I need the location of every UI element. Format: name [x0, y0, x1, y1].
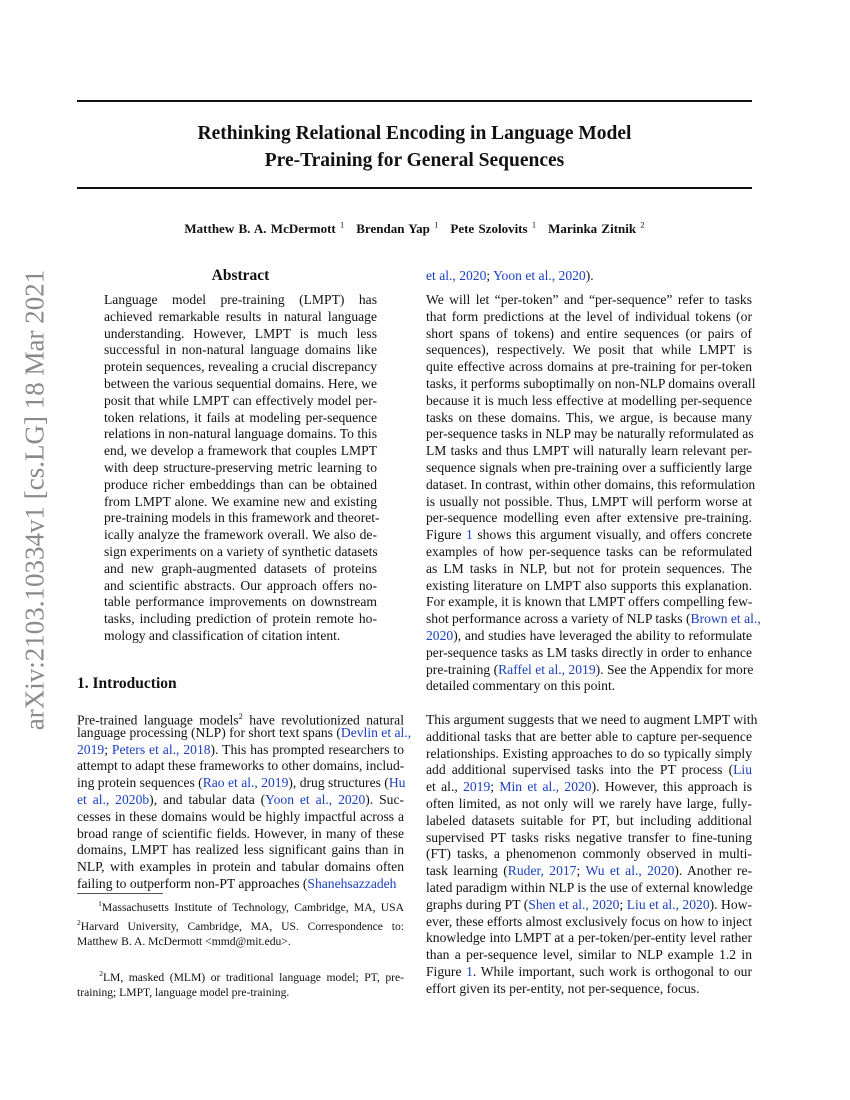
author [450, 221, 536, 236]
text-line: Pre-trained language models$^2$ have revolutionized natural [77, 711, 404, 728]
citation-link[interactable]: 1 [466, 527, 473, 543]
arxiv-stamp: arXiv:2103.10334v1 [cs.LG] 18 Mar 2021 [19, 269, 50, 731]
footnote-rule [77, 893, 163, 894]
text-line: broad range of scientific fields. However, in many of these [77, 825, 404, 841]
citation-link[interactable]: Min et al., 2020 [499, 779, 592, 795]
citation-link[interactable]: 1 [466, 963, 473, 979]
affiliation-footnotes [77, 896, 404, 949]
right-paragraph-2 [426, 712, 758, 998]
text-line: additional tasks that are better able to capture per-sequence [426, 728, 752, 744]
title-rule-top [77, 100, 752, 102]
citation-link[interactable]: Brown et al., [690, 611, 761, 627]
affiliation-marker: 1 [531, 220, 537, 230]
text-line: often limited, as not only will we rarely have large, fully- [426, 795, 752, 811]
introduction-heading: 1. Introduction [77, 675, 177, 692]
text-line: than a per-sequence level, similar to NLP example 1.2 in [426, 947, 752, 963]
right-paragraph-1 [426, 292, 761, 695]
text-line: graphs during PT (Shen et al., 2020; Liu et al., 2020). How- [426, 896, 752, 912]
text-line: 2019; Peters et al., 2018). This has prompted researchers to [77, 741, 404, 757]
text-line: because it is much less effective at modelling per-sequence [426, 392, 752, 408]
citation-link[interactable]: Rao et al., 2019 [202, 775, 289, 791]
text-line: ever, these efforts almost exclusively focus on how to inject [426, 913, 752, 929]
text-line: is usually not possible. Thus, LMPT will perform worse at [426, 493, 752, 509]
footnote-line: $^1$Massachusetts Institute of Technology, Cambridge, MA, USA [98, 899, 404, 914]
footnote-line: $^2$LM, masked (MLM) or traditional language model; PT, pre- [99, 969, 405, 984]
footnote-line: $^2$Harvard University, Cambridge, MA, US. Correspondence to: [77, 917, 404, 933]
text-line: produce richer embeddings than can be obtained [104, 476, 377, 492]
text-line: shot performance across a variety of NLP tasks (Brown et al., [426, 611, 761, 627]
text-line: 2020), and studies have leveraged the ability to reformulate [426, 627, 752, 643]
text-line: tasks, it performs suboptimally on non-NLP domains overall [426, 375, 756, 391]
text-line: per-sequence tasks as LM tasks directly in order to enhance [426, 644, 752, 660]
text-line: per-sequence modelling even after extensive pre-training. [426, 510, 752, 526]
citation-link[interactable]: Liu [733, 762, 752, 778]
text-line: attempt to adapt these frameworks to other domains, includ- [77, 758, 405, 774]
text-line: relationships. Existing approaches to do so typically simply [426, 745, 752, 761]
text-line: dataset. In contrast, within other domains, this reformulation [426, 476, 756, 492]
text-line: add additional supervised tasks into the PT process (Liu [426, 762, 752, 778]
text-line: LM tasks and thus LMPT will naturally learn relevant per- [426, 443, 752, 459]
text-line: pre-training (Raffel et al., 2019). See the Appendix for more [426, 661, 754, 677]
text-line: detailed commentary on this point. [426, 678, 616, 694]
citation-link[interactable]: et al., 2020 [426, 268, 487, 283]
text-line: et al., 2020; Yoon et al., 2020). [426, 268, 594, 283]
right-continuation [426, 268, 752, 285]
text-line: examples of how per-sequence tasks can be reformulated [426, 543, 752, 559]
paper-title [77, 120, 752, 174]
affiliation-marker: 2 [640, 220, 645, 230]
text-line: from LMPT alone. We examine new and existing [104, 493, 377, 509]
text-line: failing to outperform non-PT approaches (Shanehsazzadeh [77, 875, 397, 891]
title-rule-bottom [77, 187, 752, 189]
text-line: as LM tasks in NLP, but not for protein sequences. The [426, 560, 752, 576]
text-line: mology and classification of citation intent. [104, 627, 341, 643]
text-line: table performance improvements on downstream [104, 594, 377, 610]
text-line: end, we develop a framework that couples LMPT [104, 443, 377, 459]
abstract-body [104, 292, 380, 645]
text-line: supervised PT tasks risks negative transfer to fine-tuning [426, 829, 752, 845]
footnote-2 [77, 966, 404, 1000]
footnote-line: Matthew B. A. McDermott <mmd@mit.edu>. [77, 934, 291, 948]
text-line: sequence signals when pre-training over a sufficiently large [426, 459, 752, 475]
text-line: achieved remarkable results in natural language [104, 308, 377, 324]
text-line: that form predictions at the level of individual tokens (or [426, 308, 752, 324]
text-line: Language model pre-training (LMPT) has [104, 292, 377, 307]
text-line: sign experiments on a variety of synthetic datasets [104, 543, 378, 559]
text-line: sequences), respectively. We posit that while LMPT is [426, 342, 752, 358]
text-line: and scientific abstracts. Our approach offers no- [104, 577, 377, 593]
text-line: existing literature on LMPT also supports this explanation. [426, 577, 752, 593]
text-line: effort given its per-entity, not per-sequence, focus. [426, 980, 700, 996]
text-line: pre-training models in this framework and theoret- [104, 510, 380, 526]
text-line: lated paradigm within NLP is the use of external knowledge [426, 879, 753, 895]
text-line: ing protein sequences (Rao et al., 2019), drug structures (Hu [77, 775, 406, 791]
citation-link[interactable]: Yoon et al., 2020 [493, 268, 586, 283]
text-line: and new graph-augmented datasets of proteins [104, 560, 377, 576]
author-name: Matthew B. A. McDermott [184, 221, 336, 237]
author [548, 221, 645, 236]
citation-link[interactable]: 2020 [426, 627, 454, 643]
citation-link[interactable]: Raffel et al., 2019 [498, 661, 596, 677]
affiliation-marker: 1 [434, 220, 439, 230]
author-list [77, 220, 752, 237]
text-line: Figure 1. While important, such work is orthogonal to our [426, 963, 753, 979]
author [184, 221, 344, 236]
text-line: short spans of tokens) and entire sequences (or pairs of [426, 325, 752, 341]
text-line: (FT) tasks, a phenomenon commonly observed in multi- [426, 846, 752, 862]
citation-link[interactable]: Hu [388, 775, 406, 791]
text-line: knowledge into LMPT at a per-token/per-entity level rather [426, 930, 752, 946]
text-line: token relations, it fails at modeling per-sequence [104, 409, 377, 425]
text-line: Figure 1 shows this argument visually, and offers concrete [426, 527, 752, 543]
text-line: domains, LMPT has realized less significant gains than in [77, 842, 404, 858]
text-line: protein sequences, revealing a crucial discrepancy [104, 359, 377, 375]
text-line: For example, it is known that LMPT offers compelling few- [426, 594, 753, 610]
text-line: tasks, including prediction of protein remote ho- [104, 611, 377, 627]
text-line: ically analyze the framework overall. We also de- [104, 527, 377, 543]
text-line: understanding. However, LMPT is much less [104, 325, 377, 341]
author [356, 221, 438, 236]
title-line: Pre-Training for General Sequences [264, 150, 565, 171]
footnote-marker[interactable]: 2 [238, 711, 243, 721]
text-line: relations in non-natural language domains. To this [104, 426, 377, 442]
text-line: quite effective across domains at pre-training for per-token [426, 359, 752, 375]
text-line: between the various sequential domains. Here, we [104, 375, 377, 391]
text-line: language processing (NLP) for short text spans (Devlin et al., [77, 724, 412, 740]
introduction-body [77, 708, 412, 893]
citation-link[interactable]: Wu et al., 2020 [585, 863, 675, 879]
citation-link[interactable]: Yoon et al., 2020 [265, 791, 366, 807]
title-line: Rethinking Relational Encoding in Language Model [197, 123, 632, 144]
affiliation-marker: 1 [340, 220, 345, 230]
text-line: with deep structure-preserving metric learning to [104, 459, 377, 475]
citation-link[interactable]: Shanehsazzadeh [307, 875, 397, 891]
citation-link[interactable]: 2019 [77, 741, 105, 757]
text-line: tasks on these domains. This, we argue, is because many [426, 409, 752, 425]
citation-link[interactable]: Devlin et al., [340, 724, 412, 740]
citation-link[interactable]: 2019 [463, 779, 491, 795]
author-name: Pete Szolovits [450, 221, 528, 237]
text-line: et al., 2020b), and tabular data (Yoon et al., 2020). Suc- [77, 791, 405, 807]
citation-link[interactable]: Ruder, 2017 [507, 863, 577, 879]
citation-link[interactable]: et al., 2020b [77, 791, 150, 807]
footnote-line: training; LMPT, language model pre-training. [77, 985, 290, 999]
citation-link[interactable]: Shen et al., 2020 [528, 896, 620, 912]
text-line: task learning (Ruder, 2017; Wu et al., 2020). Another re- [426, 863, 753, 879]
text-line: cesses in these domains would be highly impactful across a [77, 808, 404, 824]
text-line: We will let “per-token” and “per-sequence” refer to tasks [426, 292, 752, 307]
text-line: et al., 2019; Min et al., 2020). However, this approach is [426, 779, 752, 795]
text-line: per-sequence tasks in NLP may be naturally reformulated as [426, 426, 754, 442]
text-line: NLP, with examples in protein and tabular domains often [77, 859, 404, 875]
citation-link[interactable]: Peters et al., 2018 [111, 741, 211, 757]
text-line: posit that while LMPT can effectively model per- [104, 392, 377, 408]
author-name: Brendan Yap [356, 221, 430, 237]
text-line: This argument suggests that we need to augment LMPT with [426, 712, 758, 727]
author-name: Marinka Zitnik [548, 221, 637, 237]
citation-link[interactable]: Liu et al., 2020 [626, 896, 710, 912]
text-line: successful in non-natural language domains like [104, 342, 377, 358]
text-line: labeled datasets suitable for PT, but including additional [426, 812, 752, 828]
abstract-heading: Abstract [211, 267, 270, 284]
